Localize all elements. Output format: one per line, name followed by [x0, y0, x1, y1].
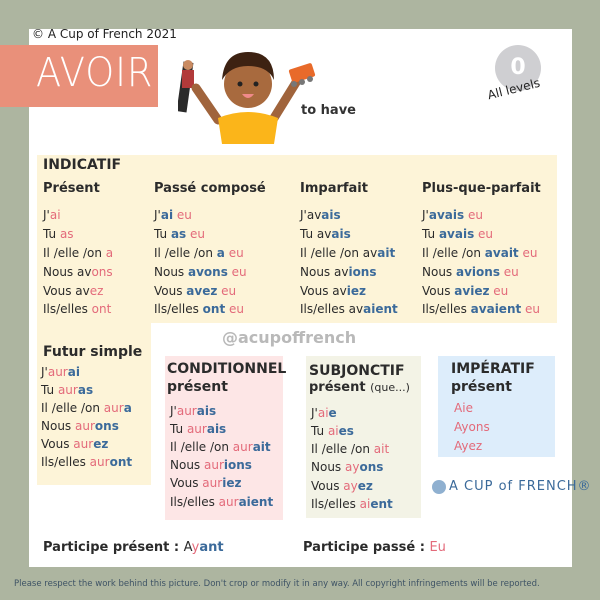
- conjugation-part: a: [105, 246, 114, 260]
- conjugation-part: aur: [204, 458, 224, 472]
- conjugation-part: Vous: [311, 479, 344, 493]
- conjugation-row: [311, 497, 393, 511]
- conjugation-part: J': [154, 208, 161, 222]
- conjugation-part: Nous: [41, 419, 75, 433]
- conjugation-part: ions: [348, 265, 377, 279]
- conjugation-part: ons: [91, 265, 113, 279]
- conjugation-part: aur: [103, 401, 124, 415]
- conjugation-row: [311, 406, 337, 420]
- conjugation-part: Vous av: [43, 284, 90, 298]
- conjugation-row: [300, 246, 395, 260]
- conjugation-part: ont: [202, 302, 226, 316]
- conjugation-part: ais: [196, 404, 217, 418]
- conjugation-part: J': [43, 208, 50, 222]
- conjugation-part: Ils/elles: [41, 455, 90, 469]
- conjugation-row: [422, 246, 537, 260]
- conjugation-part: y: [461, 439, 469, 453]
- footer-notice: Please respect the work behind this picture. Don't crop or modify it in any way. All copyright infringements will be reported.: [14, 579, 540, 589]
- conjugation-row: [422, 302, 540, 316]
- conjugation-part: a: [123, 401, 132, 415]
- conjugation-row: [154, 284, 236, 298]
- conjugation-part: aviez: [454, 284, 490, 298]
- conjugation-row: [422, 208, 483, 222]
- conjugation-part: avions: [456, 265, 500, 279]
- conjugation-part: ai: [160, 208, 174, 222]
- conjugation-part: ai: [317, 406, 329, 420]
- copyright: © A Cup of French 2021: [32, 27, 177, 41]
- conjugation-row: [43, 208, 61, 222]
- conjugation-part: avaient: [470, 302, 522, 316]
- conjugation-part: ai: [49, 208, 61, 222]
- conjugation-part: ait: [373, 442, 390, 456]
- conjugation-part: ent: [370, 497, 393, 511]
- conjugation-part: Ils/elles: [170, 495, 219, 509]
- conditionnel-title: CONDITIONNEL: [167, 361, 287, 377]
- conjugation-part: Nous av: [43, 265, 92, 279]
- watermark-handle: @acupoffrench: [222, 328, 357, 347]
- conjugation-part: aur: [176, 404, 197, 418]
- conjugation-part: Il /elle /on: [43, 246, 106, 260]
- conjugation-part: Nous: [154, 265, 188, 279]
- conjugation-row: [43, 246, 113, 260]
- conjugation-row: [300, 284, 366, 298]
- conjugation-part: ai: [327, 424, 339, 438]
- conjugation-row: [311, 460, 383, 474]
- conjugation-part: Il /elle /on av: [300, 246, 378, 260]
- conjugation-part: e: [328, 406, 337, 420]
- conjugation-part: aient: [238, 495, 274, 509]
- conjugation-part: eu: [227, 265, 247, 279]
- conjugation-row: [154, 302, 244, 316]
- conjugation-part: eu: [217, 284, 237, 298]
- conjugation-row: [41, 437, 108, 451]
- conjugation-part: Tu: [43, 227, 60, 241]
- conjugation-row: [154, 265, 247, 279]
- conjugation-part: Vous: [41, 437, 74, 451]
- conjugation-part: avais: [428, 208, 465, 222]
- conjugation-part: eu: [474, 227, 494, 241]
- conjugation-part: Vous av: [300, 284, 347, 298]
- conjugation-part: Vous: [170, 476, 203, 490]
- conjugation-part: aur: [73, 437, 94, 451]
- conjugation-row: [170, 476, 241, 490]
- subjonctif-title: SUBJONCTIF: [309, 363, 405, 379]
- conjugation-row: [41, 383, 93, 397]
- conjugation-row: [300, 302, 398, 316]
- tense-header-2: Imparfait: [300, 181, 368, 196]
- conjugation-part: Tu: [170, 422, 187, 436]
- conjugation-part: as: [77, 383, 94, 397]
- conjugation-part: aur: [75, 419, 95, 433]
- tense-header-3: Plus-que-parfait: [422, 181, 541, 196]
- conjugation-part: ais: [206, 422, 227, 436]
- conjugation-part: Il /elle /on: [170, 440, 233, 454]
- child-illustration-icon: [178, 40, 318, 144]
- conjugation-part: eu: [489, 284, 509, 298]
- conditionnel-subtitle: présent: [167, 379, 228, 395]
- conjugation-part: avais: [438, 227, 475, 241]
- conjugation-part: ait: [252, 440, 271, 454]
- conjugation-row: [154, 246, 244, 260]
- tense-header-0: Présent: [43, 181, 100, 196]
- conjugation-part: es: [338, 424, 354, 438]
- conjugation-row: [170, 422, 226, 436]
- conjugation-row: [454, 420, 490, 434]
- conjugation-row: [43, 284, 103, 298]
- conjugation-part: J': [41, 365, 48, 379]
- conjugation-part: as: [170, 227, 187, 241]
- conjugation-row: [170, 458, 252, 472]
- conjugation-part: Ils/elles: [43, 302, 92, 316]
- conjugation-row: [311, 442, 389, 456]
- translation: to have: [301, 103, 356, 118]
- conjugation-part: ons: [359, 460, 384, 474]
- conjugation-row: [154, 208, 192, 222]
- conjugation-row: [311, 424, 354, 438]
- conjugation-part: ait: [377, 246, 396, 260]
- level-label: All levels: [486, 75, 542, 103]
- conjugation-part: eu: [464, 208, 483, 222]
- conjugation-part: Il /elle /on: [422, 246, 485, 260]
- participe-part: A: [183, 540, 192, 555]
- conjugation-part: aur: [202, 476, 223, 490]
- conjugation-part: iez: [346, 284, 366, 298]
- conjugation-part: ez: [89, 284, 104, 298]
- conjugation-part: aient: [363, 302, 398, 316]
- participe-part: y: [191, 540, 200, 555]
- conjugation-row: [454, 439, 482, 453]
- conjugation-part: A: [454, 420, 462, 434]
- conjugation-row: [454, 401, 473, 415]
- conjugation-part: eu: [186, 227, 205, 241]
- participe-passe: Participe passé : Eu: [303, 540, 446, 555]
- indicatif-title: INDICATIF: [43, 157, 122, 173]
- conjugation-part: eu: [521, 302, 541, 316]
- conjugation-part: Tu: [311, 424, 328, 438]
- conjugation-part: ez: [93, 437, 109, 451]
- verb-title: AVOIR: [36, 50, 154, 96]
- participe-part: ant: [199, 540, 224, 555]
- conjugation-row: [300, 265, 377, 279]
- conjugation-row: [300, 227, 351, 241]
- conjugation-part: ais: [331, 227, 351, 241]
- conjugation-row: [170, 495, 273, 509]
- conjugation-row: [422, 227, 493, 241]
- conjugation-part: ais: [321, 208, 341, 222]
- conjugation-part: ons: [94, 419, 119, 433]
- conjugation-row: [43, 227, 74, 241]
- conjugation-part: a: [216, 246, 225, 260]
- conjugation-part: Tu: [41, 383, 58, 397]
- conjugation-row: [41, 419, 119, 433]
- conjugation-part: Vous: [154, 284, 187, 298]
- conjugation-part: ons: [468, 420, 490, 434]
- conjugation-row: [154, 227, 205, 241]
- conjugation-part: eu: [518, 246, 538, 260]
- conjugation-part: Il /elle /on: [311, 442, 374, 456]
- conjugation-part: J': [311, 406, 318, 420]
- brand-avatar-icon: [432, 480, 446, 494]
- conjugation-row: [43, 265, 113, 279]
- conjugation-part: ai: [359, 497, 371, 511]
- conjugation-part: ont: [109, 455, 133, 469]
- conjugation-part: ez: [468, 439, 483, 453]
- conjugation-row: [41, 401, 132, 415]
- conjugation-part: ay: [343, 479, 358, 493]
- conjugation-part: Nous: [311, 460, 345, 474]
- conjugation-part: aur: [47, 365, 68, 379]
- conjugation-part: J': [422, 208, 429, 222]
- conjugation-part: Ils/elles: [311, 497, 360, 511]
- conjugation-part: aur: [186, 422, 207, 436]
- conjugation-part: Nous: [170, 458, 204, 472]
- conjugation-part: Il /elle /on: [41, 401, 104, 415]
- conjugation-part: eu: [224, 246, 244, 260]
- conjugation-part: J': [170, 404, 177, 418]
- imperatif-subtitle: présent: [451, 379, 512, 395]
- conjugation-part: Ils/elles: [154, 302, 203, 316]
- conjugation-part: Nous av: [300, 265, 349, 279]
- conjugation-part: Tu: [422, 227, 439, 241]
- conjugation-part: aur: [57, 383, 78, 397]
- conjugation-part: e: [465, 401, 473, 415]
- conjugation-part: Ils/elles: [422, 302, 471, 316]
- conjugation-row: [422, 265, 519, 279]
- conjugation-row: [170, 404, 216, 418]
- imperatif-title: IMPÉRATIF: [451, 361, 535, 377]
- conjugation-row: [300, 208, 341, 222]
- conjugation-part: A: [454, 401, 463, 415]
- conjugation-row: [170, 440, 271, 454]
- futur-title: Futur simple: [43, 344, 143, 360]
- conjugation-part: ay: [345, 460, 360, 474]
- conjugation-part: y: [461, 420, 469, 434]
- conjugation-part: avons: [188, 265, 228, 279]
- conjugation-row: [43, 302, 111, 316]
- brand-logo: A CUP of FRENCH®: [432, 479, 592, 494]
- conjugation-part: ai: [67, 365, 80, 379]
- conjugation-row: [422, 284, 508, 298]
- conjugation-part: Nous: [422, 265, 456, 279]
- conjugation-part: aur: [89, 455, 110, 469]
- conjugation-part: ont: [91, 302, 112, 316]
- conjugation-row: [41, 365, 80, 379]
- conjugation-part: A: [454, 439, 462, 453]
- conjugation-part: Tu av: [300, 227, 332, 241]
- conjugation-part: avait: [484, 246, 519, 260]
- conjugation-part: Tu: [154, 227, 171, 241]
- tense-header-1: Passé composé: [154, 181, 266, 196]
- level-badge: 0: [495, 45, 541, 91]
- conjugation-part: Ils/elles av: [300, 302, 364, 316]
- conjugation-part: i: [462, 401, 466, 415]
- conjugation-part: eu: [173, 208, 192, 222]
- subjonctif-subtitle: présent (que...): [309, 380, 410, 395]
- conjugation-part: Vous: [422, 284, 455, 298]
- conjugation-part: as: [59, 227, 74, 241]
- conjugation-part: ez: [357, 479, 373, 493]
- conjugation-part: Il /elle /on: [154, 246, 217, 260]
- conjugation-row: [41, 455, 132, 469]
- conjugation-part: J'av: [300, 208, 322, 222]
- conjugation-row: [311, 479, 373, 493]
- conjugation-part: eu: [499, 265, 519, 279]
- conjugation-part: eu: [225, 302, 245, 316]
- conjugation-part: aur: [218, 495, 239, 509]
- participe-present: Participe présent : Ayant: [43, 540, 224, 555]
- conjugation-part: iez: [222, 476, 242, 490]
- conjugation-part: avez: [186, 284, 218, 298]
- conjugation-part: aur: [232, 440, 253, 454]
- conjugation-part: ions: [223, 458, 252, 472]
